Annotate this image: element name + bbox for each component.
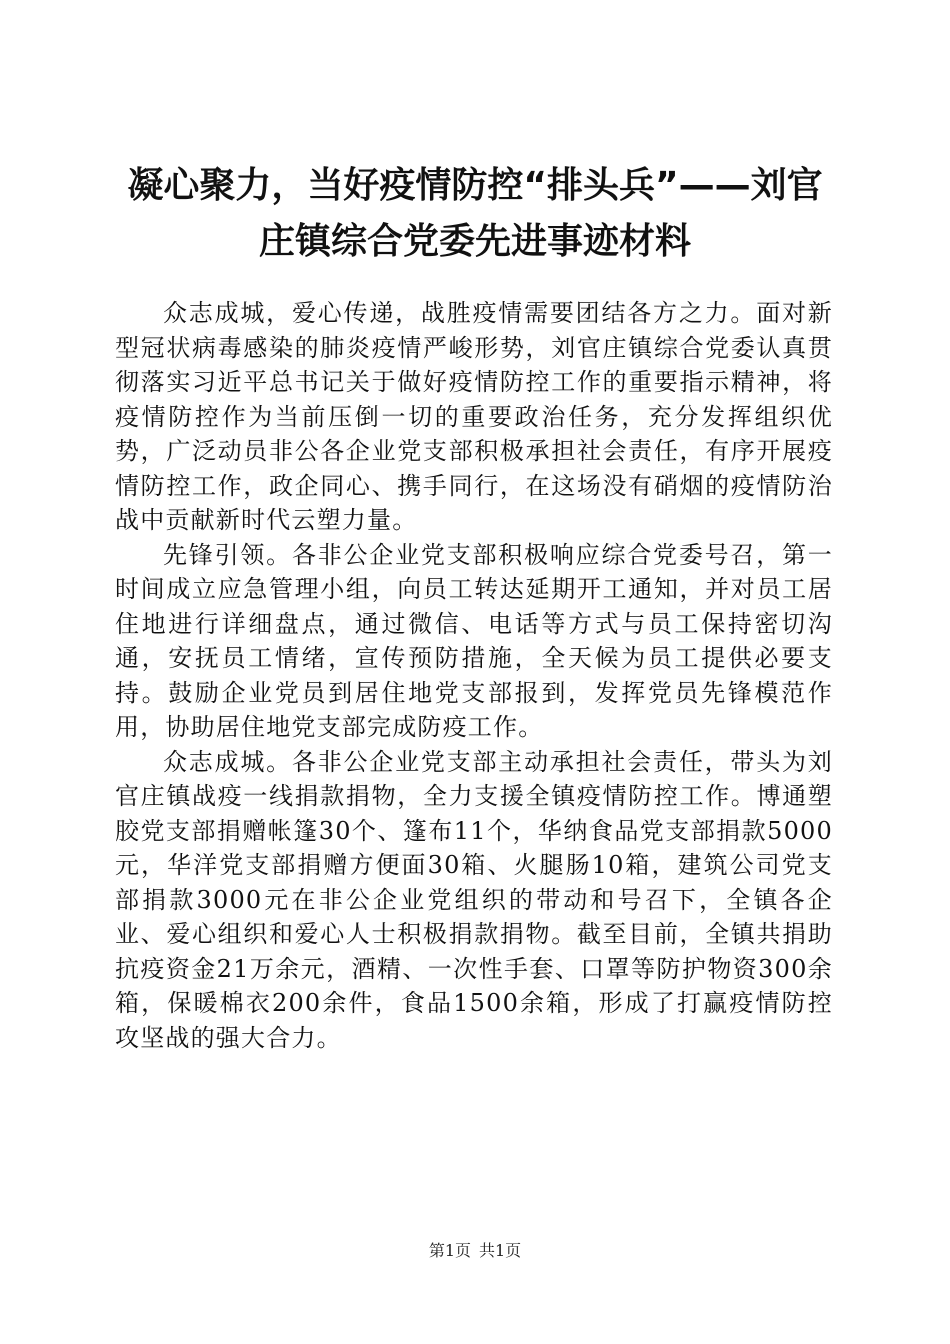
page-total: 共1页 [479,1241,522,1260]
page-footer [0,1241,950,1261]
paragraph-intro: 众志成城，爱心传递，战胜疫情需要团结各方之力。面对新型冠状病毒感染的肺炎疫情严峻形势，刘官庄镇综合党委认真贯彻落实习近平总书记关于做好疫情防控工作的重要指示精神，将疫情防控作为当前压倒一切的重要政治任务，充分发挥组织优势，广泛动员非公各企业党支部积极承担社会责任，有序开展疫情防控工作，政企同心、携手同行，在这场没有硝烟的疫情防治战中贡献新时代云塑力量。 [115,299,833,534]
document-title: 凝心聚力，当好疫情防控“排头兵”——刘官庄镇综合党委先进事迹材料 [127,165,823,262]
document-body [115,296,833,1055]
page-number: 第1页 [428,1241,471,1260]
paragraph-unity: 众志成城。各非公企业党支部主动承担社会责任，带头为刘官庄镇战疫一线捐款捐物，全力支援全镇疫情防控工作。博通塑胶党支部捐赠帐篷30个、篷布11个，华纳食品党支部捐款5000元，华洋党支部捐赠方便面30箱、火腿肠10箱，建筑公司党支部捐款3000元在非公企业党组织的带动和号召下，全镇各企业、爱心组织和爱心人士积极捐款捐物。截至目前，全镇共捐助抗疫资金21万余元，酒精、一次性手套、口罩等防护物资300余箱，保暖棉衣200余件，食品1500余箱，形成了打赢疫情防控攻坚战的强大合力。 [115,747,833,1052]
paragraph-pioneer: 先锋引领。各非公企业党支部积极响应综合党委号召，第一时间成立应急管理小组，向员工转达延期开工通知，并对员工居住地进行详细盘点，通过微信、电话等方式与员工保持密切沟通，安抚员工情绪，宣传预防措施，全天候为员工提供必要支持。鼓励企业党员到居住地党支部报到，发挥党员先锋模范作用，协助居住地党支部完成防疫工作。 [115,540,833,741]
